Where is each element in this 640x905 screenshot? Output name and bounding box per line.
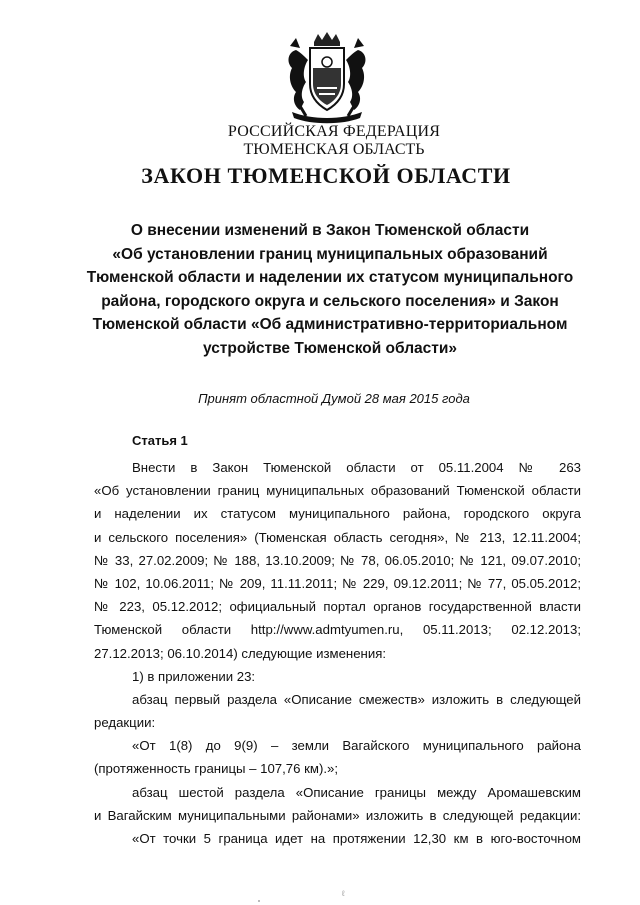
article-body — [94, 456, 581, 850]
law-title: ЗАКОН ТЮМЕНСКОЙ ОБЛАСТИ — [141, 163, 511, 188]
body-line: «От точки 5 граница идет на протяжении 12,30 км в юго-восточном — [132, 831, 581, 846]
region-name: ТЮМЕНСКАЯ ОБЛАСТЬ — [243, 141, 425, 158]
coat-of-arms-icon — [282, 32, 372, 126]
subject-line: О внесении изменений в Закон Тюменской области — [130, 222, 530, 239]
body-line: (протяженность границы – 107,76 км).»; — [94, 761, 339, 777]
body-line: и наделении их статусом муниципального района, городского округа — [94, 506, 581, 522]
subject-line: Тюменской области «Об административно-территориальном — [92, 316, 568, 333]
body-line: редакции: — [94, 715, 156, 731]
subject-line: Тюменской области и наделении их статусом муниципального — [86, 269, 574, 286]
body-line: № 223, 05.12.2012; официальный портал органов государственной власти — [94, 599, 581, 615]
body-line: и сельского поселения» (Тюменская область сегодня», № 213, 12.11.2004; — [94, 529, 581, 545]
body-line: и Вагайским муниципальными районами» изложить в следующей редакции: — [94, 807, 581, 823]
subject-line: района, городского округа и сельского поселения» и Закон — [101, 292, 559, 310]
article-title: Статья 1 — [132, 433, 188, 448]
body-line: Тюменской области http://www.admtyumen.ru, 05.11.2013; 02.12.2013; — [94, 622, 581, 638]
law-subject — [60, 219, 600, 360]
body-line: № 102, 10.06.2011; № 209, 11.11.2011; № 229, 09.12.2011; № 77, 05.05.2012; — [94, 575, 581, 591]
body-line: Внести в Закон Тюменской области от 05.11.2004 № 263 — [132, 460, 581, 475]
scan-speck — [258, 900, 260, 902]
adoption-date: Принят областной Думой 28 мая 2015 года — [198, 391, 470, 406]
page-mark: ℓ — [342, 889, 345, 898]
body-line: № 33, 27.02.2009; № 188, 13.10.2009; № 78, 06.05.2010; № 121, 09.07.2010; — [94, 552, 581, 568]
subject-line: «Об установлении границ муниципальных образований — [112, 245, 548, 263]
body-line: 27.12.2013; 06.10.2014) следующие изменения: — [94, 645, 386, 661]
body-line: абзац первый раздела «Описание смежеств» изложить в следующей — [132, 691, 581, 707]
body-line: «Об установлении границ муниципальных образований Тюменской области — [94, 483, 581, 499]
body-line: «От 1(8) до 9(9) – земли Вагайского муниципального района — [132, 738, 581, 754]
subject-line: устройстве Тюменской области» — [202, 339, 458, 357]
country-name: РОССИЙСКАЯ ФЕДЕРАЦИЯ — [227, 123, 441, 140]
body-line: 1) в приложении 23: — [132, 668, 256, 684]
body-line: абзац шестой раздела «Описание границы между Аромашевским — [132, 784, 581, 800]
